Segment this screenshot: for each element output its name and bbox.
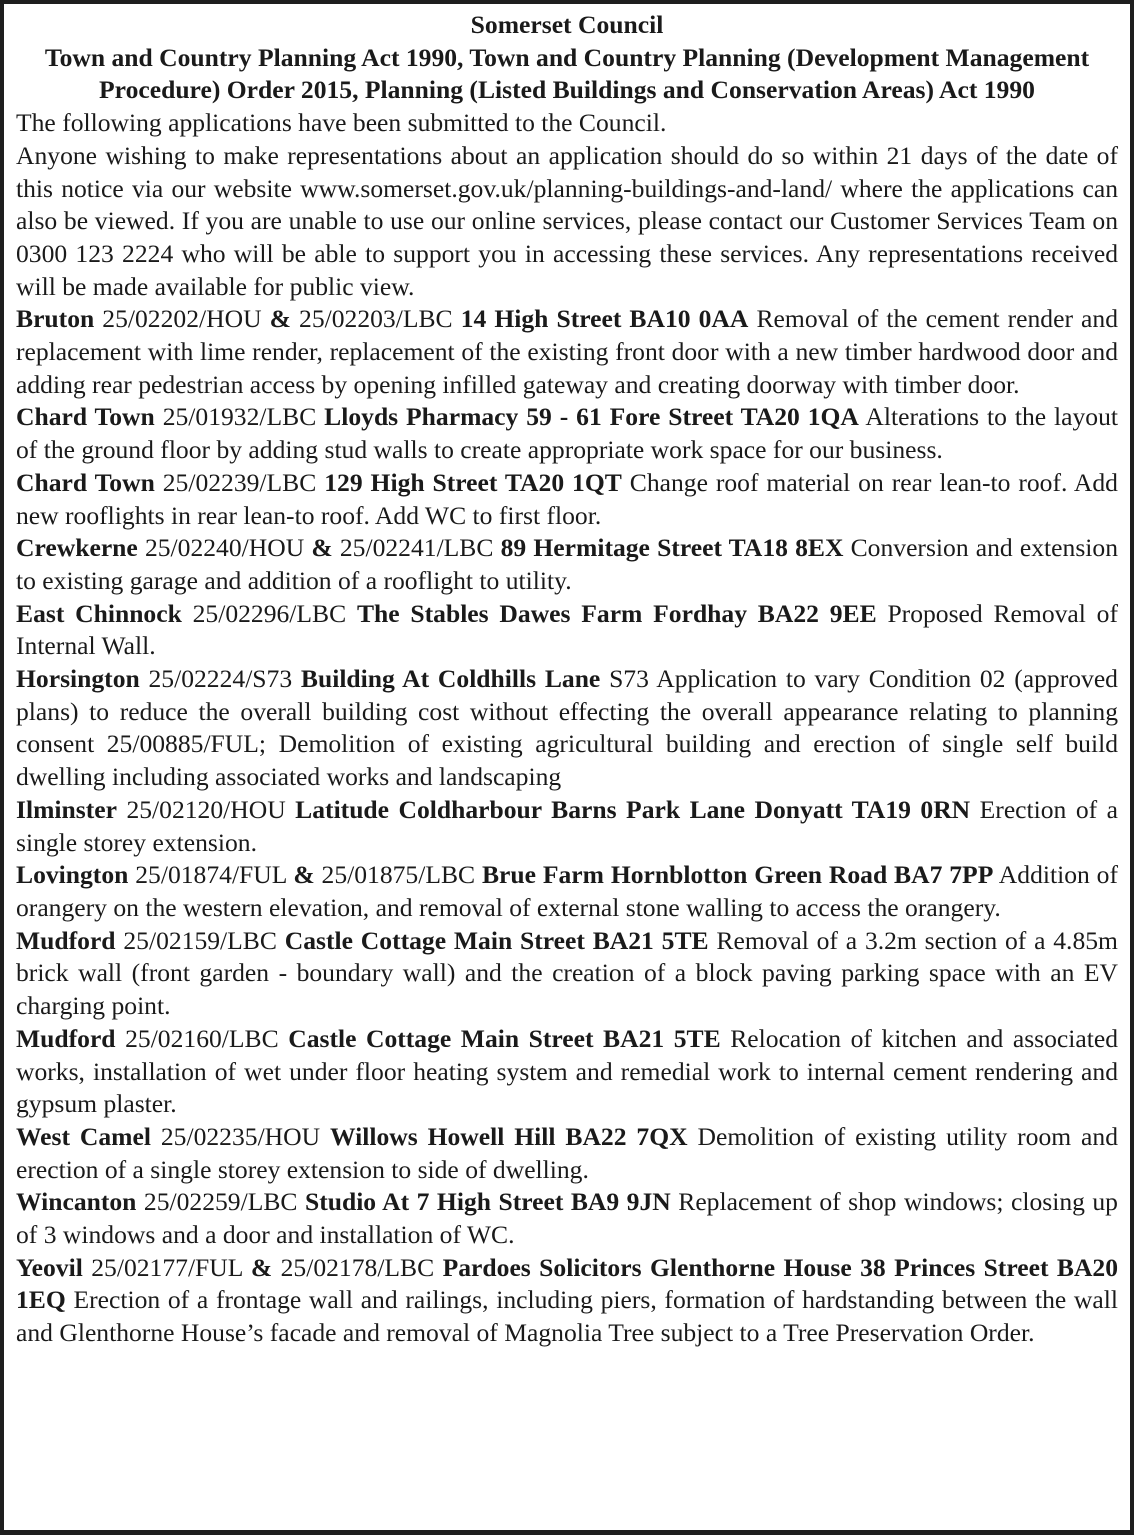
application-reference: 25/02177/FUL <box>91 1252 243 1282</box>
application-reference: 25/02240/HOU <box>144 533 305 563</box>
proposal-description: Removal of a 3.2m section of a 4.85m brick wall (front garden - boundary wall) and the creation of a block paving parking space with an EV charging point. <box>16 925 1118 1021</box>
site-address: 89 Hermitage Street TA18 8EX <box>500 533 844 563</box>
proposal-description: Alterations to the layout of the ground floor by adding stud walls to create appropriate work space for our business. <box>16 402 1118 465</box>
ref-joiner: & <box>269 304 291 334</box>
council-name: Somerset Council <box>470 10 664 39</box>
application-reference: 25/02203/LBC <box>299 304 453 334</box>
proposal-description: Erection of a frontage wall and railings, including piers, formation of hardstanding between the wall and Glenthorne House’s facade and removal of Magnolia Tree subject to a Tree Preservation Order. <box>16 1285 1118 1348</box>
parish-name: Wincanton <box>16 1187 137 1217</box>
parish-name: Mudford <box>16 1023 116 1053</box>
application-list <box>16 303 1118 1350</box>
application-reference: 25/02259/LBC <box>143 1187 298 1217</box>
proposal-description: Change roof material on rear lean-to roof. Add new rooflights in rear lean-to roof. Add WC to first floor. <box>16 467 1118 530</box>
application-reference: 25/02235/HOU <box>160 1121 321 1151</box>
proposal-description: Conversion and extension to existing garage and addition of a rooflight to utility. <box>16 533 1118 595</box>
application-reference: 25/02241/LBC <box>339 533 494 563</box>
parish-name: East Chinnock <box>16 598 182 628</box>
application-entry <box>16 925 1118 1023</box>
ref-joiner: & <box>311 533 333 563</box>
application-reference: 25/02202/HOU <box>102 304 262 334</box>
site-address: Castle Cottage Main Street BA21 5TE <box>288 1023 721 1053</box>
ref-joiner: & <box>250 1252 273 1282</box>
proposal-description: Demolition of existing utility room and erection of a single storey extension to side of dwelling. <box>16 1121 1118 1184</box>
site-address: Willows Howell Hill BA22 7QX <box>330 1121 688 1151</box>
application-entry <box>16 532 1118 597</box>
intro-text: The following applications have been submitted to the Council. <box>16 108 667 138</box>
site-address: Studio At 7 High Street BA9 9JN <box>304 1187 671 1217</box>
proposal-description: Proposed Removal of Internal Wall. <box>16 598 1118 661</box>
application-reference: 25/01932/LBC <box>162 402 317 432</box>
site-address: Brue Farm Hornblotton Green Road BA7 7PP <box>481 860 994 890</box>
proposal-description: S73 Application to vary Condition 02 (approved plans) to reduce the overall building cost without effecting the overall appearance relating to planning consent 25/00885/FUL; Demolition of existing agricultural building and erection of single self build dwelling including associated works and landscaping <box>16 664 1118 792</box>
site-address: The Stables Dawes Farm Fordhay BA22 9EE <box>356 598 877 628</box>
application-reference: 25/02239/LBC <box>162 467 317 497</box>
ref-joiner: & <box>293 860 315 890</box>
parish-name: Ilminster <box>16 794 117 824</box>
application-reference: 25/02296/LBC <box>192 598 347 628</box>
application-entry <box>16 401 1118 466</box>
representation-instructions: Anyone wishing to make representations about an application should do so within 21 days of the date of this notice via our website www.somerset.gov.uk/planning-buildings-and-land/ where the applications can also be viewed. If you are unable to use our online services, please contact our Customer Services Team on 0300 123 2224 who will be able to support you in accessing these services. Any representations received will be made available for public view. <box>16 140 1118 301</box>
notice-heading <box>16 9 1118 107</box>
parish-name: Horsington <box>16 664 140 694</box>
application-reference: 25/02160/LBC <box>125 1023 279 1053</box>
parish-name: Chard Town <box>16 402 155 432</box>
application-reference: 25/01874/FUL <box>135 860 287 890</box>
application-entry <box>16 859 1118 924</box>
parish-name: Yeovil <box>16 1252 83 1282</box>
application-reference: 25/02120/HOU <box>126 794 286 824</box>
parish-name: Chard Town <box>16 467 155 497</box>
application-entry <box>16 303 1118 401</box>
application-entry <box>16 1186 1118 1251</box>
site-address: Castle Cottage Main Street BA21 5TE <box>284 925 709 955</box>
proposal-description: Addition of orangery on the western elevation, and removal of external stone walling to access the orangery. <box>16 860 1118 922</box>
legislation-title: Town and Country Planning Act 1990, Town and Country Planning (Development Management Procedure) Order 2015, Planning (Listed Buildings and Conservation Areas) Act 1990 <box>44 42 1090 105</box>
site-address: Pardoes Solicitors Glenthorne House 38 Princes Street BA20 1EQ <box>16 1252 1119 1315</box>
application-entry <box>16 794 1118 859</box>
site-address: 129 High Street TA20 1QT <box>324 467 622 497</box>
application-entry <box>16 1252 1118 1350</box>
proposal-description: Removal of the cement render and replacement with lime render, replacement of the existing front door with a new timber hardwood door and adding rear pedestrian access by opening infilled gateway and creating doorway with timber door. <box>16 304 1119 399</box>
application-reference: 25/02224/S73 <box>148 664 293 694</box>
proposal-description: Replacement of shop windows; closing up of 3 windows and a door and installation of WC. <box>16 1187 1118 1250</box>
site-address: 14 High Street BA10 0AA <box>460 304 749 334</box>
application-entry <box>16 1121 1118 1186</box>
parish-name: Lovington <box>16 860 129 890</box>
parish-name: Crewkerne <box>16 533 138 563</box>
site-address: Lloyds Pharmacy 59 - 61 Fore Street TA20 1QA <box>324 402 859 432</box>
site-address: Building At Coldhills Lane <box>300 664 601 694</box>
application-entry <box>16 663 1118 794</box>
proposal-description: Erection of a single storey extension. <box>16 794 1118 857</box>
application-entry <box>16 1023 1118 1121</box>
application-reference: 25/02159/LBC <box>123 925 277 955</box>
parish-name: West Camel <box>16 1121 151 1151</box>
proposal-description: Relocation of kitchen and associated works, installation of wet under floor heating system and remedial work to internal cement rendering and gypsum plaster. <box>16 1023 1119 1119</box>
parish-name: Mudford <box>16 925 116 955</box>
parish-name: Bruton <box>16 304 95 334</box>
application-reference: 25/01875/LBC <box>321 860 476 890</box>
site-address: Latitude Coldharbour Barns Park Lane Donyatt TA19 0RN <box>295 794 971 824</box>
application-entry <box>16 467 1118 532</box>
application-entry <box>16 598 1118 663</box>
application-reference: 25/02178/LBC <box>280 1252 435 1282</box>
